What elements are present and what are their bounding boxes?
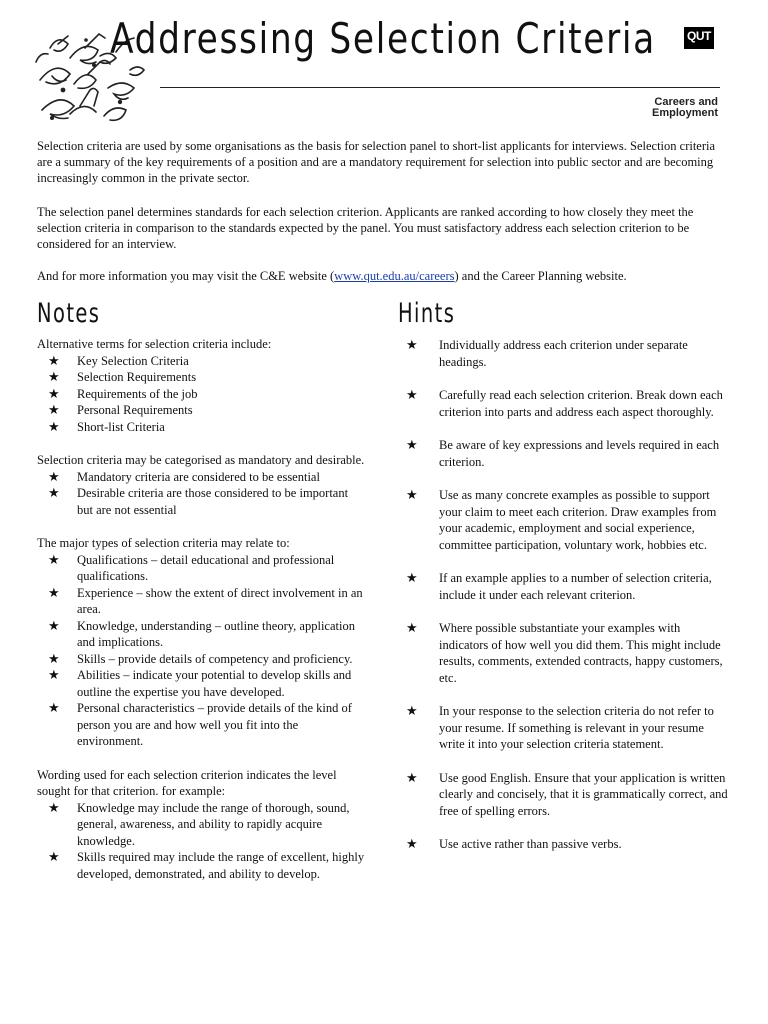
list-item [37,485,367,518]
star-icon: ★ [48,551,60,567]
list-item-description: – show the extent of direct involvement in an area. [77,585,363,616]
hints-bullet-list [406,337,731,853]
list-item-description: – provide details of the kind of person you are and how well you fit into the environment. [77,701,352,748]
star-icon: ★ [48,617,60,633]
notes-heading: Notes [37,298,101,329]
star-icon: ★ [406,387,418,402]
notes-bullet-list [37,800,367,883]
star-icon: ★ [48,650,60,666]
list-item [37,585,367,618]
star-icon: ★ [406,337,418,352]
hint-text: Individually address each criterion under separate headings. [439,338,688,369]
notes-group-intro: Selection criteria may be categorised as mandatory and desirable. [37,453,365,467]
notes-group-intro: Wording used for each selection criterion indicates the level sought for that criterion. for example: [37,767,337,798]
hint-text: Be aware of key expressions and levels required in each criterion. [439,438,720,469]
list-item [406,703,731,753]
list-item-label: Experience [77,585,134,600]
star-icon: ★ [48,485,60,500]
notes-bullet-list [37,353,367,436]
notes-group-intro: The major types of selection criteria may relate to: [37,536,290,550]
list-item [37,700,367,750]
list-item-label: Abilities [77,668,121,682]
list-item [406,437,731,470]
intro-paragraph-3-lead: And for more information you may visit the C&E website ( [37,269,335,283]
list-item [406,836,731,853]
hint-text: In your response to the selection criteria do not refer to your resume. If something is relevant in your resume write it into your selection criteria statement. [439,704,714,751]
list-item-label: Skills [77,651,106,666]
document-title: Addressing Selection Criteria [110,14,656,63]
notes-group [37,767,367,883]
list-item-description: – provide details of competency and proficiency. [105,651,353,666]
list-item [37,552,367,585]
list-item [37,469,367,486]
star-icon: ★ [48,402,60,417]
hint-text: Use active rather than passive verbs. [439,837,622,851]
list-item [406,570,731,603]
intro-paragraph-2: The selection panel determines standards for each selection criterion. Applicants are ranked according to how closely they meet the selection criteria in comparison to the standards expected by the panel. You must satisfactory address each selection criterion to be considered for an interview. [37,205,694,251]
list-item-label: Short-list Criteria [77,419,165,434]
intro-paragraph-3-tail: ) and the Career Planning website. [454,269,627,283]
list-item-description: – indicate your potential to develop skills and outline the expertise you have developed. [77,668,352,699]
star-icon: ★ [406,620,418,635]
list-item [37,369,367,386]
list-item-label: Desirable criteria are those considered to be important but are not essential [77,486,349,517]
star-icon: ★ [48,667,60,682]
list-item [37,386,367,403]
list-item [37,667,367,700]
list-item [37,419,367,436]
hint-text: Where possible substantiate your examples with indicators of how well you did them. This might include results, comments, extended contracts, happy customers, etc. [439,621,723,685]
list-item-description: – outline theory, application and implications. [77,618,355,649]
star-icon: ★ [406,769,418,785]
list-item-label: Key Selection Criteria [77,353,189,368]
list-item [37,651,367,668]
list-item-description: – detail educational and professional qualifications. [77,552,335,583]
hint-text: If an example applies to a number of selection criteria, include it under each relevant criterion. [439,571,712,602]
list-item [37,402,367,419]
hints-column [406,337,731,870]
list-item-label: Selection Requirements [77,370,197,384]
list-item [406,620,731,686]
star-icon: ★ [48,369,60,384]
notes-group [37,535,367,750]
notes-group-intro: Alternative terms for selection criteria include: [37,337,272,351]
star-icon: ★ [406,570,418,585]
star-icon: ★ [48,352,60,368]
star-icon: ★ [48,584,60,600]
star-icon: ★ [48,418,60,434]
star-icon: ★ [48,799,60,815]
star-icon: ★ [48,385,60,401]
star-icon: ★ [406,703,418,718]
hint-text: Use as many concrete examples as possible to support your claim to meet each criterion. Draw examples from your academic, employment and social experience, committee participation, voluntary work, hobbies etc. [439,488,717,552]
intro-paragraph-1: Selection criteria are used by some organisations as the basis for selection panel to short-list applicants for interviews. Selection criteria are a summary of the key requirements of a position and are a mandatory requirement for selection into public sector and are becoming increasingly common in the private sector. [37,139,716,185]
star-icon: ★ [48,468,60,484]
notes-bullet-list [37,552,367,750]
qut-logo: QUT [684,27,714,49]
list-item [406,770,731,820]
list-item [37,800,367,850]
star-icon: ★ [406,487,418,502]
list-item-label: Personal characteristics [77,701,195,715]
careers-website-link[interactable]: www.qut.edu.au/careers [334,269,455,283]
list-item [37,849,367,882]
star-icon: ★ [48,700,60,715]
notes-bullet-list [37,469,367,519]
list-item [37,353,367,370]
list-item [406,487,731,553]
star-icon: ★ [48,849,60,864]
hints-heading: Hints [398,298,456,329]
list-item-label: Skills required may include the range of excellent, highly developed, demonstrated, and ability to develop. [77,850,365,881]
list-item [406,387,731,420]
list-item-label: Personal Requirements [77,403,193,417]
list-item-label: Mandatory criteria are considered to be essential [77,469,320,484]
notes-group [37,336,367,435]
title-divider [160,87,720,88]
list-item-label: Knowledge may include the range of thorough, sound, general, awareness, and ability to rapidly acquire knowledge. [77,800,350,848]
list-item-label: Qualifications [77,552,148,567]
notes-group [37,452,367,518]
list-item [406,337,731,370]
intro-paragraph-3 [37,268,727,284]
list-item-label: Knowledge, understanding [77,618,212,633]
star-icon: ★ [406,437,418,452]
hint-text: Use good English. Ensure that your application is written clearly and concisely, that it is grammatically correct, and free of spelling errors. [439,770,728,818]
hint-text: Carefully read each selection criterion. Break down each criterion into parts and address each aspect thoroughly. [439,388,723,419]
list-item-label: Requirements of the job [77,386,198,401]
department-name: Careers and Employment [651,96,718,119]
list-item [37,618,367,651]
star-icon: ★ [406,836,418,851]
notes-column [37,336,367,899]
